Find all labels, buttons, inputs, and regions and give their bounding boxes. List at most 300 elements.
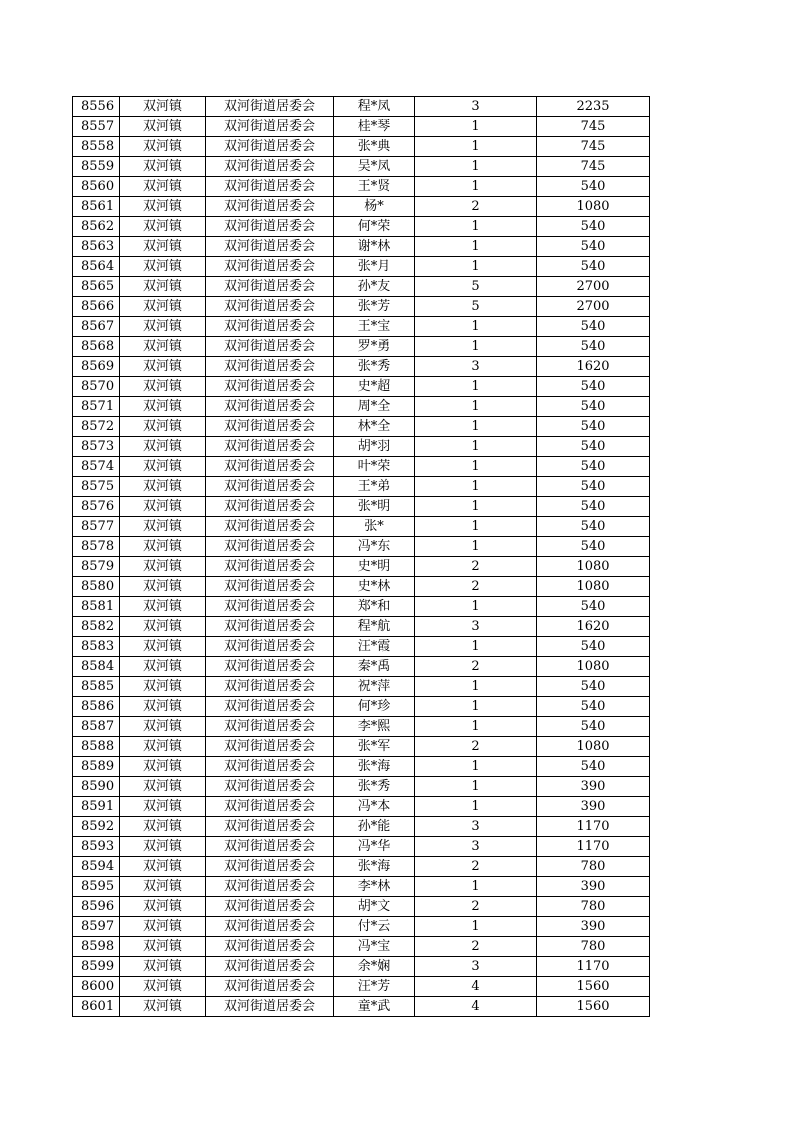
town-cell: 双河镇 [120,177,206,197]
household-count-cell: 3 [415,357,537,377]
town-cell: 双河镇 [120,997,206,1017]
town-cell: 双河镇 [120,357,206,377]
table-row [73,617,650,637]
household-count-cell: 1 [415,317,537,337]
household-count-cell: 2 [415,197,537,217]
row-number-cell: 8558 [73,137,120,157]
town-cell: 双河镇 [120,897,206,917]
table-row [73,197,650,217]
town-cell: 双河镇 [120,797,206,817]
table-row [73,537,650,557]
name-cell: 童*武 [334,997,415,1017]
name-cell: 祝*萍 [334,677,415,697]
committee-cell: 双河街道居委会 [206,937,334,957]
row-number-cell: 8585 [73,677,120,697]
row-number-cell: 8579 [73,557,120,577]
town-cell: 双河镇 [120,917,206,937]
name-cell: 冯*华 [334,837,415,857]
table-row [73,917,650,937]
household-count-cell: 1 [415,117,537,137]
row-number-cell: 8590 [73,777,120,797]
household-count-cell: 1 [415,157,537,177]
town-cell: 双河镇 [120,417,206,437]
household-count-cell: 3 [415,817,537,837]
row-number-cell: 8570 [73,377,120,397]
household-count-cell: 1 [415,237,537,257]
household-count-cell: 5 [415,297,537,317]
committee-cell: 双河街道居委会 [206,217,334,237]
committee-cell: 双河街道居委会 [206,797,334,817]
row-number-cell: 8586 [73,697,120,717]
name-cell: 叶*荣 [334,457,415,477]
table-row [73,497,650,517]
amount-cell: 780 [537,897,650,917]
row-number-cell: 8559 [73,157,120,177]
row-number-cell: 8557 [73,117,120,137]
name-cell: 孙*友 [334,277,415,297]
amount-cell: 540 [537,257,650,277]
amount-cell: 745 [537,157,650,177]
household-count-cell: 4 [415,997,537,1017]
town-cell: 双河镇 [120,317,206,337]
household-count-cell: 5 [415,277,537,297]
household-count-cell: 1 [415,597,537,617]
household-count-cell: 1 [415,537,537,557]
row-number-cell: 8571 [73,397,120,417]
committee-cell: 双河街道居委会 [206,337,334,357]
committee-cell: 双河街道居委会 [206,637,334,657]
household-count-cell: 3 [415,957,537,977]
amount-cell: 540 [537,697,650,717]
amount-cell: 390 [537,877,650,897]
table-row [73,957,650,977]
amount-cell: 1080 [537,657,650,677]
name-cell: 张*海 [334,757,415,777]
household-count-cell: 1 [415,217,537,237]
row-number-cell: 8565 [73,277,120,297]
town-cell: 双河镇 [120,557,206,577]
town-cell: 双河镇 [120,297,206,317]
table-row [73,117,650,137]
committee-cell: 双河街道居委会 [206,397,334,417]
committee-cell: 双河街道居委会 [206,197,334,217]
household-count-cell: 1 [415,457,537,477]
town-cell: 双河镇 [120,537,206,557]
household-count-cell: 2 [415,897,537,917]
town-cell: 双河镇 [120,377,206,397]
table-row [73,637,650,657]
town-cell: 双河镇 [120,257,206,277]
amount-cell: 1080 [537,737,650,757]
name-cell: 汪*霞 [334,637,415,657]
committee-cell: 双河街道居委会 [206,557,334,577]
town-cell: 双河镇 [120,757,206,777]
household-count-cell: 3 [415,617,537,637]
committee-cell: 双河街道居委会 [206,857,334,877]
name-cell: 李*林 [334,877,415,897]
committee-cell: 双河街道居委会 [206,697,334,717]
table-row [73,357,650,377]
town-cell: 双河镇 [120,477,206,497]
name-cell: 何*珍 [334,697,415,717]
table-row [73,317,650,337]
committee-cell: 双河街道居委会 [206,137,334,157]
amount-cell: 1560 [537,997,650,1017]
name-cell: 付*云 [334,917,415,937]
committee-cell: 双河街道居委会 [206,837,334,857]
amount-cell: 540 [537,677,650,697]
name-cell: 张*秀 [334,777,415,797]
amount-cell: 390 [537,777,650,797]
household-count-cell: 1 [415,917,537,937]
committee-cell: 双河街道居委会 [206,517,334,537]
name-cell: 胡*羽 [334,437,415,457]
committee-cell: 双河街道居委会 [206,997,334,1017]
row-number-cell: 8584 [73,657,120,677]
household-count-cell: 1 [415,257,537,277]
name-cell: 冯*东 [334,537,415,557]
amount-cell: 1170 [537,957,650,977]
committee-cell: 双河街道居委会 [206,497,334,517]
town-cell: 双河镇 [120,617,206,637]
row-number-cell: 8600 [73,977,120,997]
amount-cell: 1080 [537,197,650,217]
name-cell: 谢*林 [334,237,415,257]
name-cell: 张*海 [334,857,415,877]
household-count-cell: 1 [415,877,537,897]
amount-cell: 1170 [537,837,650,857]
row-number-cell: 8561 [73,197,120,217]
amount-cell: 1560 [537,977,650,997]
table-row [73,157,650,177]
table-row [73,897,650,917]
name-cell: 罗*勇 [334,337,415,357]
town-cell: 双河镇 [120,517,206,537]
table-row [73,337,650,357]
table-row [73,577,650,597]
row-number-cell: 8569 [73,357,120,377]
amount-cell: 1620 [537,357,650,377]
name-cell: 史*明 [334,557,415,577]
table-row [73,237,650,257]
household-count-cell: 1 [415,337,537,357]
town-cell: 双河镇 [120,837,206,857]
name-cell: 张* [334,517,415,537]
amount-cell: 540 [537,337,650,357]
household-count-cell: 2 [415,937,537,957]
table-row [73,737,650,757]
name-cell: 王*贤 [334,177,415,197]
town-cell: 双河镇 [120,697,206,717]
amount-cell: 780 [537,937,650,957]
row-number-cell: 8592 [73,817,120,837]
amount-cell: 540 [537,597,650,617]
household-count-cell: 2 [415,557,537,577]
row-number-cell: 8577 [73,517,120,537]
name-cell: 张*军 [334,737,415,757]
name-cell: 史*林 [334,577,415,597]
table-row [73,397,650,417]
name-cell: 李*熙 [334,717,415,737]
committee-cell: 双河街道居委会 [206,477,334,497]
table-row [73,477,650,497]
committee-cell: 双河街道居委会 [206,437,334,457]
row-number-cell: 8597 [73,917,120,937]
name-cell: 胡*文 [334,897,415,917]
household-count-cell: 1 [415,437,537,457]
record-table [72,96,650,1017]
committee-cell: 双河街道居委会 [206,717,334,737]
table-row [73,697,650,717]
row-number-cell: 8581 [73,597,120,617]
row-number-cell: 8573 [73,437,120,457]
table-row [73,217,650,237]
town-cell: 双河镇 [120,457,206,477]
town-cell: 双河镇 [120,397,206,417]
household-count-cell: 1 [415,637,537,657]
town-cell: 双河镇 [120,637,206,657]
table-row [73,257,650,277]
row-number-cell: 8591 [73,797,120,817]
row-number-cell: 8599 [73,957,120,977]
household-count-cell: 1 [415,137,537,157]
committee-cell: 双河街道居委会 [206,97,334,117]
amount-cell: 540 [537,177,650,197]
name-cell: 王*宝 [334,317,415,337]
table-row [73,717,650,737]
table-row [73,997,650,1017]
household-count-cell: 3 [415,837,537,857]
name-cell: 张*芳 [334,297,415,317]
name-cell: 桂*琴 [334,117,415,137]
amount-cell: 540 [537,537,650,557]
amount-cell: 2235 [537,97,650,117]
household-count-cell: 2 [415,737,537,757]
household-count-cell: 1 [415,717,537,737]
name-cell: 王*弟 [334,477,415,497]
table-row [73,797,650,817]
town-cell: 双河镇 [120,677,206,697]
town-cell: 双河镇 [120,97,206,117]
table-row [73,437,650,457]
committee-cell: 双河街道居委会 [206,177,334,197]
town-cell: 双河镇 [120,237,206,257]
household-count-cell: 2 [415,577,537,597]
row-number-cell: 8601 [73,997,120,1017]
town-cell: 双河镇 [120,337,206,357]
amount-cell: 1620 [537,617,650,637]
household-count-cell: 1 [415,797,537,817]
town-cell: 双河镇 [120,217,206,237]
table-row [73,857,650,877]
committee-cell: 双河街道居委会 [206,237,334,257]
household-count-cell: 1 [415,777,537,797]
town-cell: 双河镇 [120,817,206,837]
table-row [73,177,650,197]
committee-cell: 双河街道居委会 [206,457,334,477]
row-number-cell: 8566 [73,297,120,317]
committee-cell: 双河街道居委会 [206,777,334,797]
committee-cell: 双河街道居委会 [206,277,334,297]
town-cell: 双河镇 [120,157,206,177]
committee-cell: 双河街道居委会 [206,817,334,837]
town-cell: 双河镇 [120,657,206,677]
committee-cell: 双河街道居委会 [206,957,334,977]
table-row [73,877,650,897]
row-number-cell: 8587 [73,717,120,737]
committee-cell: 双河街道居委会 [206,157,334,177]
amount-cell: 745 [537,117,650,137]
row-number-cell: 8562 [73,217,120,237]
row-number-cell: 8588 [73,737,120,757]
name-cell: 张*典 [334,137,415,157]
town-cell: 双河镇 [120,717,206,737]
table-row [73,757,650,777]
row-number-cell: 8593 [73,837,120,857]
household-count-cell: 1 [415,477,537,497]
committee-cell: 双河街道居委会 [206,737,334,757]
name-cell: 秦*禹 [334,657,415,677]
household-count-cell: 1 [415,397,537,417]
amount-cell: 540 [537,637,650,657]
town-cell: 双河镇 [120,577,206,597]
table-row [73,557,650,577]
household-count-cell: 1 [415,517,537,537]
committee-cell: 双河街道居委会 [206,617,334,637]
row-number-cell: 8567 [73,317,120,337]
table-row [73,657,650,677]
household-count-cell: 1 [415,177,537,197]
town-cell: 双河镇 [120,277,206,297]
amount-cell: 1170 [537,817,650,837]
table-row [73,937,650,957]
amount-cell: 780 [537,857,650,877]
committee-cell: 双河街道居委会 [206,657,334,677]
town-cell: 双河镇 [120,857,206,877]
household-count-cell: 1 [415,497,537,517]
name-cell: 何*荣 [334,217,415,237]
table-row [73,97,650,117]
table-row [73,377,650,397]
name-cell: 林*全 [334,417,415,437]
name-cell: 程*航 [334,617,415,637]
row-number-cell: 8580 [73,577,120,597]
row-number-cell: 8574 [73,457,120,477]
table-row [73,137,650,157]
committee-cell: 双河街道居委会 [206,417,334,437]
committee-cell: 双河街道居委会 [206,577,334,597]
amount-cell: 540 [537,497,650,517]
table-row [73,777,650,797]
name-cell: 程*凤 [334,97,415,117]
town-cell: 双河镇 [120,117,206,137]
committee-cell: 双河街道居委会 [206,357,334,377]
name-cell: 周*全 [334,397,415,417]
name-cell: 张*秀 [334,357,415,377]
household-count-cell: 1 [415,677,537,697]
household-count-cell: 4 [415,977,537,997]
town-cell: 双河镇 [120,777,206,797]
row-number-cell: 8578 [73,537,120,557]
town-cell: 双河镇 [120,957,206,977]
committee-cell: 双河街道居委会 [206,317,334,337]
row-number-cell: 8560 [73,177,120,197]
table-row [73,297,650,317]
name-cell: 郑*和 [334,597,415,617]
row-number-cell: 8595 [73,877,120,897]
name-cell: 张*明 [334,497,415,517]
committee-cell: 双河街道居委会 [206,877,334,897]
row-number-cell: 8589 [73,757,120,777]
town-cell: 双河镇 [120,597,206,617]
amount-cell: 390 [537,797,650,817]
row-number-cell: 8582 [73,617,120,637]
household-count-cell: 1 [415,377,537,397]
amount-cell: 2700 [537,277,650,297]
table-row [73,597,650,617]
name-cell: 余*娴 [334,957,415,977]
table-row [73,977,650,997]
amount-cell: 540 [537,417,650,437]
household-count-cell: 1 [415,697,537,717]
committee-cell: 双河街道居委会 [206,377,334,397]
committee-cell: 双河街道居委会 [206,917,334,937]
name-cell: 吴*凤 [334,157,415,177]
row-number-cell: 8598 [73,937,120,957]
name-cell: 冯*宝 [334,937,415,957]
amount-cell: 390 [537,917,650,937]
committee-cell: 双河街道居委会 [206,597,334,617]
town-cell: 双河镇 [120,877,206,897]
table-row [73,277,650,297]
amount-cell: 745 [537,137,650,157]
name-cell: 张*月 [334,257,415,277]
name-cell: 孙*能 [334,817,415,837]
record-table-body [73,97,650,1017]
household-count-cell: 1 [415,417,537,437]
amount-cell: 1080 [537,577,650,597]
household-count-cell: 1 [415,757,537,777]
town-cell: 双河镇 [120,137,206,157]
household-count-cell: 3 [415,97,537,117]
amount-cell: 1080 [537,557,650,577]
amount-cell: 540 [537,457,650,477]
row-number-cell: 8596 [73,897,120,917]
amount-cell: 540 [537,717,650,737]
amount-cell: 540 [537,217,650,237]
committee-cell: 双河街道居委会 [206,257,334,277]
row-number-cell: 8568 [73,337,120,357]
table-row [73,677,650,697]
row-number-cell: 8563 [73,237,120,257]
row-number-cell: 8594 [73,857,120,877]
name-cell: 冯*本 [334,797,415,817]
amount-cell: 540 [537,757,650,777]
row-number-cell: 8572 [73,417,120,437]
name-cell: 杨* [334,197,415,217]
committee-cell: 双河街道居委会 [206,537,334,557]
town-cell: 双河镇 [120,497,206,517]
row-number-cell: 8575 [73,477,120,497]
table-row [73,817,650,837]
committee-cell: 双河街道居委会 [206,977,334,997]
town-cell: 双河镇 [120,737,206,757]
town-cell: 双河镇 [120,937,206,957]
table-row [73,417,650,437]
committee-cell: 双河街道居委会 [206,757,334,777]
table-row [73,457,650,477]
town-cell: 双河镇 [120,977,206,997]
